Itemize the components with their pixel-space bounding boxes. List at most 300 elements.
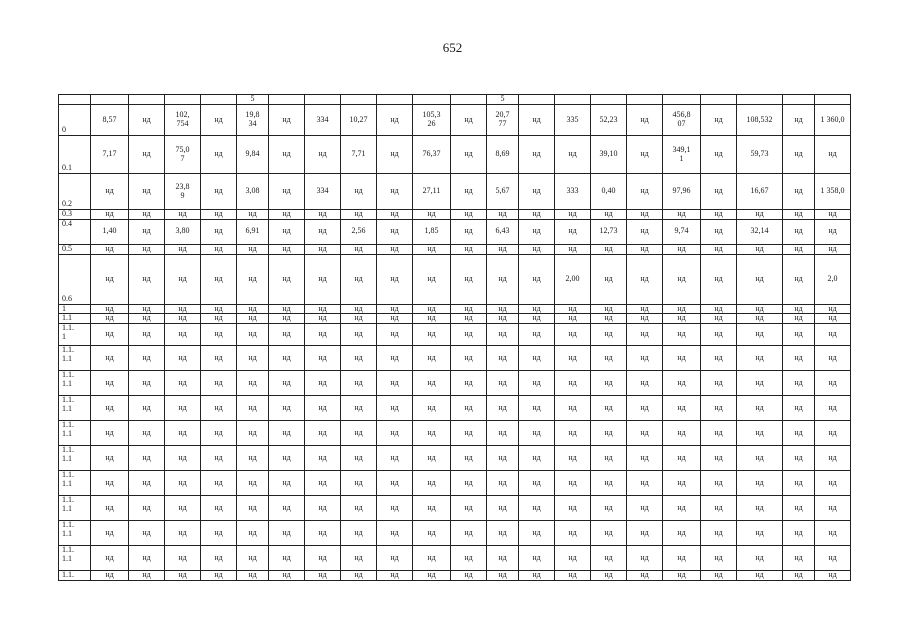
table-cell: нд: [591, 314, 627, 324]
header-cell: 5: [487, 95, 519, 105]
row-label: 0.3: [59, 210, 91, 220]
row-label: 1.1. 1.1: [59, 471, 91, 496]
row-label: 1.1. 1.1: [59, 346, 91, 371]
table-cell: 108,532: [737, 105, 783, 136]
table-cell: нд: [451, 446, 487, 471]
table-cell: нд: [269, 254, 305, 304]
table-cell: нд: [413, 324, 451, 346]
table-row: [59, 105, 851, 136]
table-cell: нд: [377, 446, 413, 471]
table-row: [59, 571, 851, 581]
table-cell: нд: [701, 371, 737, 396]
table-cell: нд: [377, 314, 413, 324]
table-cell: нд: [783, 136, 815, 174]
table-cell: нд: [269, 210, 305, 220]
table-cell: нд: [815, 421, 851, 446]
table-cell: нд: [341, 244, 377, 254]
table-cell: нд: [165, 496, 201, 521]
header-cell: [341, 95, 377, 105]
table-cell: нд: [519, 446, 555, 471]
table-cell: нд: [783, 571, 815, 581]
table-cell: нд: [269, 396, 305, 421]
table-cell: нд: [165, 471, 201, 496]
table-cell: нд: [165, 571, 201, 581]
table-cell: нд: [129, 396, 165, 421]
table-cell: нд: [451, 210, 487, 220]
table-cell: нд: [341, 324, 377, 346]
table-cell: нд: [591, 396, 627, 421]
table-cell: нд: [737, 521, 783, 546]
table-cell: нд: [663, 314, 701, 324]
row-label: 1.1.: [59, 571, 91, 581]
table-row: [59, 254, 851, 304]
table-cell: нд: [451, 174, 487, 210]
table-cell: нд: [129, 304, 165, 314]
table-cell: нд: [305, 210, 341, 220]
row-label: 1.1. 1.1: [59, 546, 91, 571]
table-cell: нд: [815, 446, 851, 471]
table-cell: нд: [591, 304, 627, 314]
table-cell: нд: [237, 421, 269, 446]
table-cell: нд: [487, 244, 519, 254]
table-cell: нд: [627, 244, 663, 254]
table-cell: нд: [413, 314, 451, 324]
table-cell: нд: [237, 371, 269, 396]
row-label: 0.2: [59, 174, 91, 210]
table-cell: нд: [783, 210, 815, 220]
table-cell: нд: [201, 546, 237, 571]
table-cell: нд: [341, 396, 377, 421]
table-cell: нд: [91, 174, 129, 210]
table-cell: 3,80: [165, 219, 201, 244]
table-cell: нд: [487, 371, 519, 396]
table-cell: нд: [201, 571, 237, 581]
table-cell: нд: [129, 324, 165, 346]
table-cell: нд: [413, 446, 451, 471]
table-cell: нд: [201, 219, 237, 244]
header-cell: [413, 95, 451, 105]
table-cell: нд: [555, 314, 591, 324]
table-cell: нд: [701, 244, 737, 254]
table-cell: 8,69: [487, 136, 519, 174]
table-cell: нд: [377, 136, 413, 174]
table-cell: нд: [663, 496, 701, 521]
table-cell: нд: [305, 546, 341, 571]
table-cell: нд: [377, 174, 413, 210]
table-cell: 75,0 7: [165, 136, 201, 174]
table-cell: нд: [783, 346, 815, 371]
table-row: [59, 304, 851, 314]
table-cell: нд: [201, 105, 237, 136]
row-label: 1.1. 1.1: [59, 371, 91, 396]
row-label: 0.4: [59, 219, 91, 244]
table-cell: нд: [783, 304, 815, 314]
table-cell: нд: [627, 421, 663, 446]
table-cell: нд: [237, 446, 269, 471]
table-cell: нд: [377, 571, 413, 581]
table-cell: 9,74: [663, 219, 701, 244]
table-cell: нд: [451, 254, 487, 304]
table-cell: нд: [519, 105, 555, 136]
table-cell: 9,84: [237, 136, 269, 174]
table-cell: нд: [737, 446, 783, 471]
table-cell: нд: [663, 304, 701, 314]
table-cell: нд: [737, 471, 783, 496]
table-row: [59, 346, 851, 371]
table-cell: нд: [663, 571, 701, 581]
table-cell: нд: [129, 346, 165, 371]
page-number: 652: [442, 40, 463, 55]
table-cell: нд: [815, 546, 851, 571]
table-cell: нд: [591, 346, 627, 371]
table-cell: нд: [341, 546, 377, 571]
table-cell: нд: [783, 396, 815, 421]
table-cell: нд: [451, 471, 487, 496]
table-cell: нд: [451, 304, 487, 314]
row-label: 1.1. 1.1: [59, 396, 91, 421]
table-cell: нд: [737, 371, 783, 396]
table-cell: нд: [451, 219, 487, 244]
table-cell: нд: [305, 471, 341, 496]
table-cell: нд: [451, 546, 487, 571]
header-cell: [783, 95, 815, 105]
table-cell: нд: [451, 324, 487, 346]
table-cell: нд: [201, 346, 237, 371]
row-label: 0.6: [59, 254, 91, 304]
table-cell: нд: [591, 496, 627, 521]
table-cell: нд: [269, 371, 305, 396]
table-cell: нд: [627, 396, 663, 421]
table-cell: нд: [305, 314, 341, 324]
table-cell: 5,67: [487, 174, 519, 210]
table-cell: нд: [201, 421, 237, 446]
table-cell: нд: [305, 346, 341, 371]
table-cell: нд: [129, 105, 165, 136]
table-cell: 39,10: [591, 136, 627, 174]
table-cell: нд: [269, 324, 305, 346]
table-cell: нд: [91, 254, 129, 304]
table-cell: нд: [783, 496, 815, 521]
table-cell: нд: [451, 346, 487, 371]
table-cell: нд: [377, 496, 413, 521]
header-cell: [519, 95, 555, 105]
table-cell: нд: [201, 304, 237, 314]
row-label: 1.1. 1.1: [59, 421, 91, 446]
table-cell: нд: [91, 546, 129, 571]
table-cell: нд: [201, 471, 237, 496]
table-cell: нд: [237, 521, 269, 546]
table-cell: нд: [737, 496, 783, 521]
header-cell: [591, 95, 627, 105]
table-row: [59, 136, 851, 174]
table-cell: нд: [451, 571, 487, 581]
table-row: [59, 371, 851, 396]
table-cell: нд: [737, 324, 783, 346]
table-cell: нд: [815, 244, 851, 254]
table-row: [59, 174, 851, 210]
table-cell: нд: [591, 324, 627, 346]
table-cell: нд: [451, 314, 487, 324]
table-cell: нд: [269, 304, 305, 314]
table-cell: нд: [91, 446, 129, 471]
table-cell: нд: [413, 571, 451, 581]
table-cell: нд: [305, 244, 341, 254]
table-cell: нд: [129, 546, 165, 571]
table-cell: нд: [201, 244, 237, 254]
table-cell: нд: [377, 421, 413, 446]
table-cell: 335: [555, 105, 591, 136]
table-cell: нд: [269, 219, 305, 244]
table-cell: нд: [377, 219, 413, 244]
table-cell: нд: [237, 546, 269, 571]
table-cell: нд: [413, 396, 451, 421]
table-cell: нд: [627, 314, 663, 324]
table-cell: нд: [627, 446, 663, 471]
table-cell: нд: [627, 471, 663, 496]
row-label: 0: [59, 105, 91, 136]
row-label: 0.1: [59, 136, 91, 174]
header-cell: [701, 95, 737, 105]
table-cell: нд: [701, 219, 737, 244]
table-cell: нд: [237, 210, 269, 220]
table-cell: нд: [701, 314, 737, 324]
table-cell: нд: [487, 521, 519, 546]
table-cell: нд: [663, 421, 701, 446]
table-cell: нд: [451, 371, 487, 396]
table-cell: 12,73: [591, 219, 627, 244]
table-cell: нд: [627, 174, 663, 210]
table-cell: нд: [377, 210, 413, 220]
header-cell: [377, 95, 413, 105]
table-cell: 23,8 9: [165, 174, 201, 210]
table-cell: нд: [269, 471, 305, 496]
row-label: 0.5: [59, 244, 91, 254]
table-cell: нд: [519, 324, 555, 346]
table-cell: нд: [377, 521, 413, 546]
table-cell: нд: [627, 371, 663, 396]
row-label: 1.1. 1.1: [59, 446, 91, 471]
table-cell: нд: [413, 210, 451, 220]
table-cell: нд: [555, 136, 591, 174]
table-cell: нд: [91, 571, 129, 581]
table-cell: нд: [555, 396, 591, 421]
table-cell: нд: [701, 571, 737, 581]
table-cell: нд: [555, 219, 591, 244]
table-cell: нд: [627, 254, 663, 304]
table-cell: 2,0: [815, 254, 851, 304]
table-cell: нд: [451, 421, 487, 446]
table-cell: нд: [413, 371, 451, 396]
table-cell: нд: [663, 396, 701, 421]
table-cell: нд: [487, 421, 519, 446]
table-cell: нд: [305, 304, 341, 314]
table-cell: нд: [91, 471, 129, 496]
table-cell: нд: [165, 546, 201, 571]
table-cell: нд: [341, 496, 377, 521]
table-cell: нд: [519, 546, 555, 571]
table-cell: нд: [201, 396, 237, 421]
table-cell: нд: [555, 244, 591, 254]
table-row: [59, 421, 851, 446]
table-cell: нд: [701, 210, 737, 220]
table-cell: нд: [815, 314, 851, 324]
table-cell: нд: [627, 546, 663, 571]
table-cell: нд: [451, 496, 487, 521]
table-cell: нд: [627, 496, 663, 521]
table-row: [59, 210, 851, 220]
table-cell: нд: [663, 346, 701, 371]
table-cell: нд: [663, 324, 701, 346]
table-cell: нд: [591, 244, 627, 254]
table-cell: нд: [591, 371, 627, 396]
table-cell: нд: [783, 471, 815, 496]
table-cell: 1 358,0: [815, 174, 851, 210]
table-cell: нд: [129, 421, 165, 446]
table-cell: нд: [701, 546, 737, 571]
table-cell: нд: [663, 371, 701, 396]
table-cell: нд: [341, 371, 377, 396]
table-cell: нд: [413, 421, 451, 446]
table-cell: нд: [519, 136, 555, 174]
header-cell: [129, 95, 165, 105]
table-row: [59, 446, 851, 471]
table-cell: нд: [783, 254, 815, 304]
table-cell: нд: [91, 496, 129, 521]
table-cell: нд: [305, 371, 341, 396]
table-cell: нд: [91, 371, 129, 396]
table-cell: нд: [305, 496, 341, 521]
table-cell: нд: [627, 219, 663, 244]
table-cell: нд: [737, 546, 783, 571]
table-cell: нд: [487, 210, 519, 220]
table-cell: нд: [519, 396, 555, 421]
table-cell: нд: [627, 105, 663, 136]
table-cell: нд: [129, 371, 165, 396]
table-cell: нд: [269, 346, 305, 371]
table-cell: нд: [237, 471, 269, 496]
table-cell: нд: [237, 304, 269, 314]
table-cell: нд: [519, 254, 555, 304]
table-cell: нд: [737, 210, 783, 220]
table-row: [59, 314, 851, 324]
table-cell: 105,3 26: [413, 105, 451, 136]
table-cell: нд: [627, 136, 663, 174]
table-cell: нд: [305, 571, 341, 581]
table-cell: нд: [783, 105, 815, 136]
table-cell: нд: [201, 314, 237, 324]
table-cell: нд: [201, 136, 237, 174]
table-cell: нд: [737, 244, 783, 254]
table-cell: 19,8 34: [237, 105, 269, 136]
table-cell: нд: [269, 136, 305, 174]
table-cell: нд: [341, 304, 377, 314]
table-cell: нд: [815, 304, 851, 314]
table-cell: нд: [165, 254, 201, 304]
table-cell: нд: [519, 304, 555, 314]
header-cell: [59, 95, 91, 105]
table-cell: нд: [165, 324, 201, 346]
table-cell: нд: [701, 471, 737, 496]
table-cell: нд: [815, 346, 851, 371]
table-cell: нд: [305, 396, 341, 421]
table-cell: нд: [91, 324, 129, 346]
table-cell: нд: [201, 254, 237, 304]
table-cell: нд: [737, 396, 783, 421]
table-cell: нд: [305, 521, 341, 546]
table-cell: нд: [165, 346, 201, 371]
table-cell: нд: [487, 571, 519, 581]
table-cell: нд: [701, 346, 737, 371]
table-cell: 7,71: [341, 136, 377, 174]
table-cell: нд: [815, 571, 851, 581]
table-row: [59, 471, 851, 496]
table-cell: нд: [487, 254, 519, 304]
table-cell: нд: [555, 496, 591, 521]
table-cell: нд: [201, 324, 237, 346]
table-cell: нд: [783, 314, 815, 324]
table-cell: нд: [165, 521, 201, 546]
table-cell: нд: [341, 471, 377, 496]
table-cell: 52,23: [591, 105, 627, 136]
row-label: 1.1. 1.1: [59, 521, 91, 546]
table-cell: нд: [591, 471, 627, 496]
table-cell: нд: [129, 136, 165, 174]
table-cell: нд: [555, 371, 591, 396]
header-cell: [627, 95, 663, 105]
table-cell: нд: [519, 174, 555, 210]
data-table: [58, 94, 851, 581]
table-cell: нд: [129, 210, 165, 220]
header-cell: [555, 95, 591, 105]
table-cell: нд: [91, 210, 129, 220]
table-cell: 333: [555, 174, 591, 210]
table-cell: нд: [129, 174, 165, 210]
table-cell: 27,11: [413, 174, 451, 210]
table-cell: 456,8 07: [663, 105, 701, 136]
table-cell: нд: [737, 421, 783, 446]
table-cell: нд: [519, 244, 555, 254]
table-cell: нд: [519, 496, 555, 521]
table-cell: нд: [627, 210, 663, 220]
table-cell: нд: [519, 571, 555, 581]
table-cell: нд: [377, 471, 413, 496]
table-cell: 2,00: [555, 254, 591, 304]
table-cell: нд: [341, 521, 377, 546]
table-cell: нд: [341, 174, 377, 210]
table-cell: нд: [737, 346, 783, 371]
header-cell: [201, 95, 237, 105]
table-cell: нд: [815, 471, 851, 496]
table-cell: нд: [663, 244, 701, 254]
table-cell: нд: [165, 244, 201, 254]
table-cell: нд: [129, 219, 165, 244]
table-cell: нд: [555, 471, 591, 496]
table-cell: нд: [815, 210, 851, 220]
table-cell: нд: [451, 244, 487, 254]
table-cell: нд: [663, 254, 701, 304]
table-cell: нд: [413, 254, 451, 304]
table-cell: нд: [201, 496, 237, 521]
header-cell: [269, 95, 305, 105]
table-cell: нд: [555, 521, 591, 546]
table-cell: нд: [377, 346, 413, 371]
table-cell: нд: [555, 571, 591, 581]
table-cell: нд: [91, 396, 129, 421]
table-cell: 334: [305, 105, 341, 136]
table-cell: 6,91: [237, 219, 269, 244]
table-cell: нд: [237, 254, 269, 304]
table-cell: нд: [91, 304, 129, 314]
